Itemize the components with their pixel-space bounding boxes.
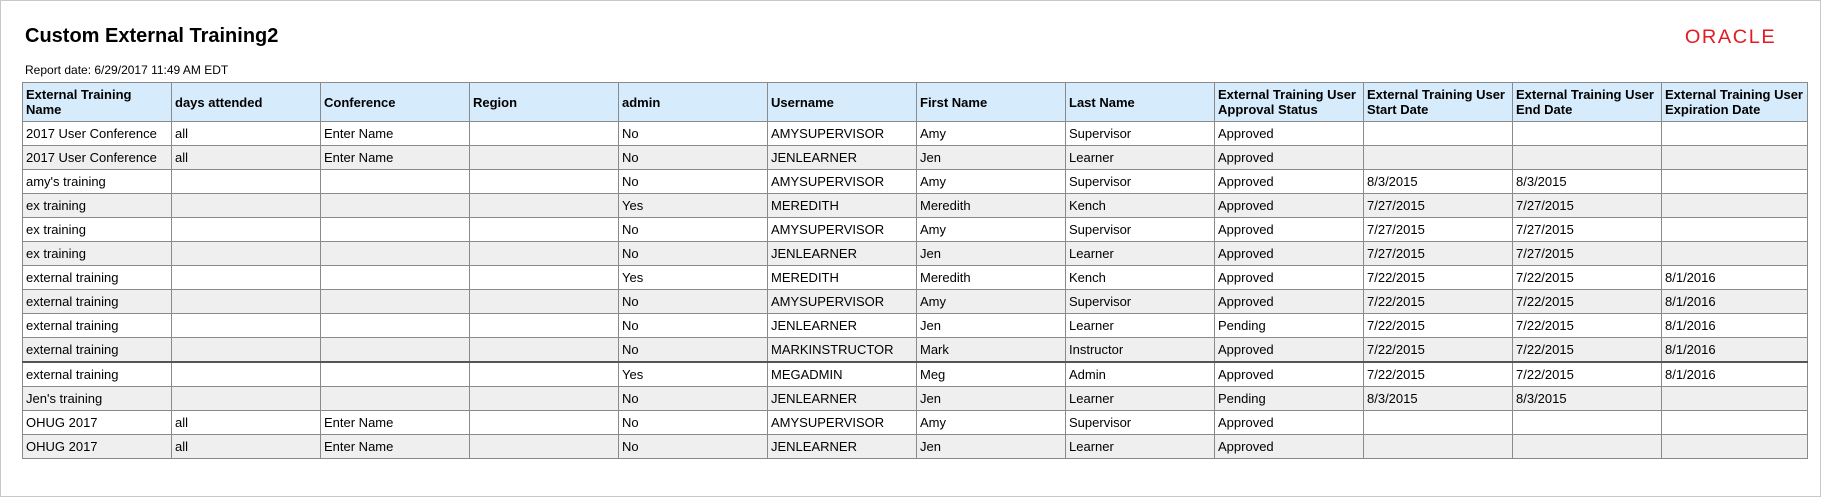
- table-cell: [321, 387, 470, 411]
- table-cell: Enter Name: [321, 122, 470, 146]
- column-header: External Training User Approval Status: [1215, 83, 1364, 122]
- table-cell: Learner: [1066, 146, 1215, 170]
- table-cell: Approved: [1215, 194, 1364, 218]
- table-cell: [470, 266, 619, 290]
- table-cell: Supervisor: [1066, 170, 1215, 194]
- column-header: days attended: [172, 83, 321, 122]
- table-cell: Admin: [1066, 362, 1215, 387]
- table-cell: 7/22/2015: [1513, 266, 1662, 290]
- table-cell: 7/22/2015: [1364, 290, 1513, 314]
- table-cell: Learner: [1066, 242, 1215, 266]
- table-cell: ex training: [23, 194, 172, 218]
- table-cell: [470, 242, 619, 266]
- table-cell: No: [619, 170, 768, 194]
- table-cell: [470, 314, 619, 338]
- table-cell: [470, 435, 619, 459]
- table-row: [23, 314, 1808, 338]
- column-header: External Training User Expiration Date: [1662, 83, 1808, 122]
- column-header: External Training User Start Date: [1364, 83, 1513, 122]
- table-row: [23, 146, 1808, 170]
- table-cell: [1662, 194, 1808, 218]
- table-cell: [172, 290, 321, 314]
- table-cell: Jen: [917, 387, 1066, 411]
- table-cell: Kench: [1066, 194, 1215, 218]
- table-cell: AMYSUPERVISOR: [768, 411, 917, 435]
- table-cell: ex training: [23, 218, 172, 242]
- table-cell: Yes: [619, 266, 768, 290]
- table-cell: [321, 218, 470, 242]
- table-cell: [321, 314, 470, 338]
- table-cell: [321, 242, 470, 266]
- table-cell: [172, 170, 321, 194]
- oracle-logo: ORACLE: [1684, 27, 1777, 48]
- table-cell: Approved: [1215, 266, 1364, 290]
- table-cell: 7/27/2015: [1513, 242, 1662, 266]
- table-row: [23, 218, 1808, 242]
- table-cell: [470, 411, 619, 435]
- table-cell: OHUG 2017: [23, 411, 172, 435]
- table-cell: [321, 290, 470, 314]
- table-cell: [1513, 146, 1662, 170]
- table-cell: Approved: [1215, 146, 1364, 170]
- table-cell: 8/3/2015: [1513, 387, 1662, 411]
- table-cell: [172, 338, 321, 363]
- table-cell: Pending: [1215, 314, 1364, 338]
- table-cell: [470, 362, 619, 387]
- table-cell: Meg: [917, 362, 1066, 387]
- table-row: [23, 387, 1808, 411]
- table-cell: 7/22/2015: [1364, 266, 1513, 290]
- table-cell: AMYSUPERVISOR: [768, 218, 917, 242]
- table-row: [23, 435, 1808, 459]
- table-cell: [1662, 435, 1808, 459]
- table-cell: 8/1/2016: [1662, 338, 1808, 363]
- table-cell: Amy: [917, 170, 1066, 194]
- table-row: [23, 194, 1808, 218]
- report-date: Report date: 6/29/2017 11:49 AM EDT: [25, 63, 229, 77]
- column-header: First Name: [917, 83, 1066, 122]
- table-cell: [172, 387, 321, 411]
- table-cell: 2017 User Conference: [23, 122, 172, 146]
- table-cell: Learner: [1066, 387, 1215, 411]
- table-cell: 8/1/2016: [1662, 362, 1808, 387]
- table-cell: No: [619, 387, 768, 411]
- table-cell: [321, 194, 470, 218]
- table-cell: 2017 User Conference: [23, 146, 172, 170]
- table-cell: Yes: [619, 194, 768, 218]
- table-cell: No: [619, 146, 768, 170]
- table-cell: Mark: [917, 338, 1066, 363]
- table-cell: MEREDITH: [768, 194, 917, 218]
- table-cell: 7/27/2015: [1364, 194, 1513, 218]
- table-cell: [172, 314, 321, 338]
- table-cell: all: [172, 435, 321, 459]
- column-header: Conference: [321, 83, 470, 122]
- table-cell: [1662, 411, 1808, 435]
- table-cell: Kench: [1066, 266, 1215, 290]
- table-cell: MARKINSTRUCTOR: [768, 338, 917, 363]
- table-cell: Supervisor: [1066, 290, 1215, 314]
- table-cell: AMYSUPERVISOR: [768, 290, 917, 314]
- column-header: External Training User End Date: [1513, 83, 1662, 122]
- table-cell: external training: [23, 290, 172, 314]
- table-cell: Enter Name: [321, 411, 470, 435]
- table-cell: 7/22/2015: [1513, 314, 1662, 338]
- table-cell: AMYSUPERVISOR: [768, 122, 917, 146]
- table-cell: JENLEARNER: [768, 435, 917, 459]
- table-cell: Supervisor: [1066, 122, 1215, 146]
- table-cell: Supervisor: [1066, 218, 1215, 242]
- table-cell: 8/1/2016: [1662, 266, 1808, 290]
- table-cell: No: [619, 290, 768, 314]
- table-cell: JENLEARNER: [768, 387, 917, 411]
- table-cell: Approved: [1215, 290, 1364, 314]
- table-cell: [470, 122, 619, 146]
- table-cell: Enter Name: [321, 146, 470, 170]
- table-cell: all: [172, 146, 321, 170]
- table-cell: MEGADMIN: [768, 362, 917, 387]
- table-cell: [470, 218, 619, 242]
- table-cell: 7/27/2015: [1364, 218, 1513, 242]
- table-cell: JENLEARNER: [768, 314, 917, 338]
- table-cell: [1662, 170, 1808, 194]
- table-cell: 7/27/2015: [1364, 242, 1513, 266]
- table-cell: No: [619, 435, 768, 459]
- table-cell: amy's training: [23, 170, 172, 194]
- table-cell: external training: [23, 314, 172, 338]
- table-cell: Jen: [917, 314, 1066, 338]
- table-cell: [321, 362, 470, 387]
- table-cell: [1364, 411, 1513, 435]
- table-row: [23, 170, 1808, 194]
- table-cell: all: [172, 411, 321, 435]
- table-body: [23, 122, 1808, 459]
- column-header: admin: [619, 83, 768, 122]
- table-cell: 7/27/2015: [1513, 218, 1662, 242]
- table-cell: [1364, 435, 1513, 459]
- table-cell: [172, 242, 321, 266]
- table-cell: 7/22/2015: [1513, 362, 1662, 387]
- table-row: [23, 411, 1808, 435]
- table-cell: [470, 338, 619, 363]
- table-cell: Meredith: [917, 266, 1066, 290]
- column-header: Username: [768, 83, 917, 122]
- column-header: External Training Name: [23, 83, 172, 122]
- table-cell: JENLEARNER: [768, 242, 917, 266]
- table-cell: external training: [23, 266, 172, 290]
- table-cell: 7/22/2015: [1513, 290, 1662, 314]
- table-cell: ex training: [23, 242, 172, 266]
- table-cell: [321, 266, 470, 290]
- table-cell: [1662, 387, 1808, 411]
- table-cell: Approved: [1215, 122, 1364, 146]
- table-cell: Amy: [917, 411, 1066, 435]
- table-cell: [172, 362, 321, 387]
- table-cell: Learner: [1066, 314, 1215, 338]
- table-cell: 7/22/2015: [1513, 338, 1662, 363]
- table-cell: Amy: [917, 290, 1066, 314]
- table-cell: MEREDITH: [768, 266, 917, 290]
- table-cell: Amy: [917, 218, 1066, 242]
- table-cell: Jen: [917, 435, 1066, 459]
- table-cell: Jen: [917, 242, 1066, 266]
- table-row: [23, 242, 1808, 266]
- table-cell: [1662, 146, 1808, 170]
- table-cell: Enter Name: [321, 435, 470, 459]
- table-cell: No: [619, 314, 768, 338]
- table-cell: Approved: [1215, 362, 1364, 387]
- table-cell: No: [619, 122, 768, 146]
- table-cell: Approved: [1215, 411, 1364, 435]
- table-row: [23, 362, 1808, 387]
- table-cell: [1513, 435, 1662, 459]
- table-cell: Approved: [1215, 435, 1364, 459]
- column-header: Last Name: [1066, 83, 1215, 122]
- table-cell: [1662, 122, 1808, 146]
- table-cell: external training: [23, 362, 172, 387]
- table-header-row: [23, 83, 1808, 122]
- table-cell: [1513, 411, 1662, 435]
- table-cell: Meredith: [917, 194, 1066, 218]
- table-cell: 8/1/2016: [1662, 314, 1808, 338]
- table-cell: 8/3/2015: [1364, 387, 1513, 411]
- table-cell: Approved: [1215, 242, 1364, 266]
- table-cell: 7/22/2015: [1364, 338, 1513, 363]
- table-cell: Yes: [619, 362, 768, 387]
- table-cell: [321, 338, 470, 363]
- table-cell: Amy: [917, 122, 1066, 146]
- table-cell: 7/27/2015: [1513, 194, 1662, 218]
- table-cell: Supervisor: [1066, 411, 1215, 435]
- table-cell: [470, 194, 619, 218]
- table-cell: Approved: [1215, 218, 1364, 242]
- table-cell: 8/1/2016: [1662, 290, 1808, 314]
- table-cell: [1364, 146, 1513, 170]
- table-cell: [470, 146, 619, 170]
- table-cell: [321, 170, 470, 194]
- table-cell: [172, 266, 321, 290]
- table-cell: OHUG 2017: [23, 435, 172, 459]
- table-cell: Approved: [1215, 338, 1364, 363]
- table-cell: [470, 290, 619, 314]
- table-cell: AMYSUPERVISOR: [768, 170, 917, 194]
- table-row: [23, 122, 1808, 146]
- table-cell: No: [619, 411, 768, 435]
- table-cell: No: [619, 242, 768, 266]
- table-cell: 8/3/2015: [1364, 170, 1513, 194]
- table-cell: [172, 194, 321, 218]
- table-cell: Jen: [917, 146, 1066, 170]
- training-table: [22, 82, 1808, 459]
- table-cell: [470, 387, 619, 411]
- table-cell: 8/3/2015: [1513, 170, 1662, 194]
- table-cell: No: [619, 218, 768, 242]
- table-cell: [1662, 218, 1808, 242]
- table-cell: [1364, 122, 1513, 146]
- table-cell: Jen's training: [23, 387, 172, 411]
- table-cell: No: [619, 338, 768, 363]
- table-cell: Approved: [1215, 170, 1364, 194]
- table-cell: Pending: [1215, 387, 1364, 411]
- table-cell: 7/22/2015: [1364, 362, 1513, 387]
- column-header: Region: [470, 83, 619, 122]
- table-cell: [172, 218, 321, 242]
- table-row: [23, 338, 1808, 363]
- table-cell: 7/22/2015: [1364, 314, 1513, 338]
- table-cell: all: [172, 122, 321, 146]
- table-cell: external training: [23, 338, 172, 363]
- table-cell: [470, 170, 619, 194]
- table-row: [23, 290, 1808, 314]
- table-row: [23, 266, 1808, 290]
- table-cell: JENLEARNER: [768, 146, 917, 170]
- table-cell: Learner: [1066, 435, 1215, 459]
- table-cell: Instructor: [1066, 338, 1215, 363]
- report-title: Custom External Training2: [25, 25, 279, 47]
- table-cell: [1662, 242, 1808, 266]
- table-cell: [1513, 122, 1662, 146]
